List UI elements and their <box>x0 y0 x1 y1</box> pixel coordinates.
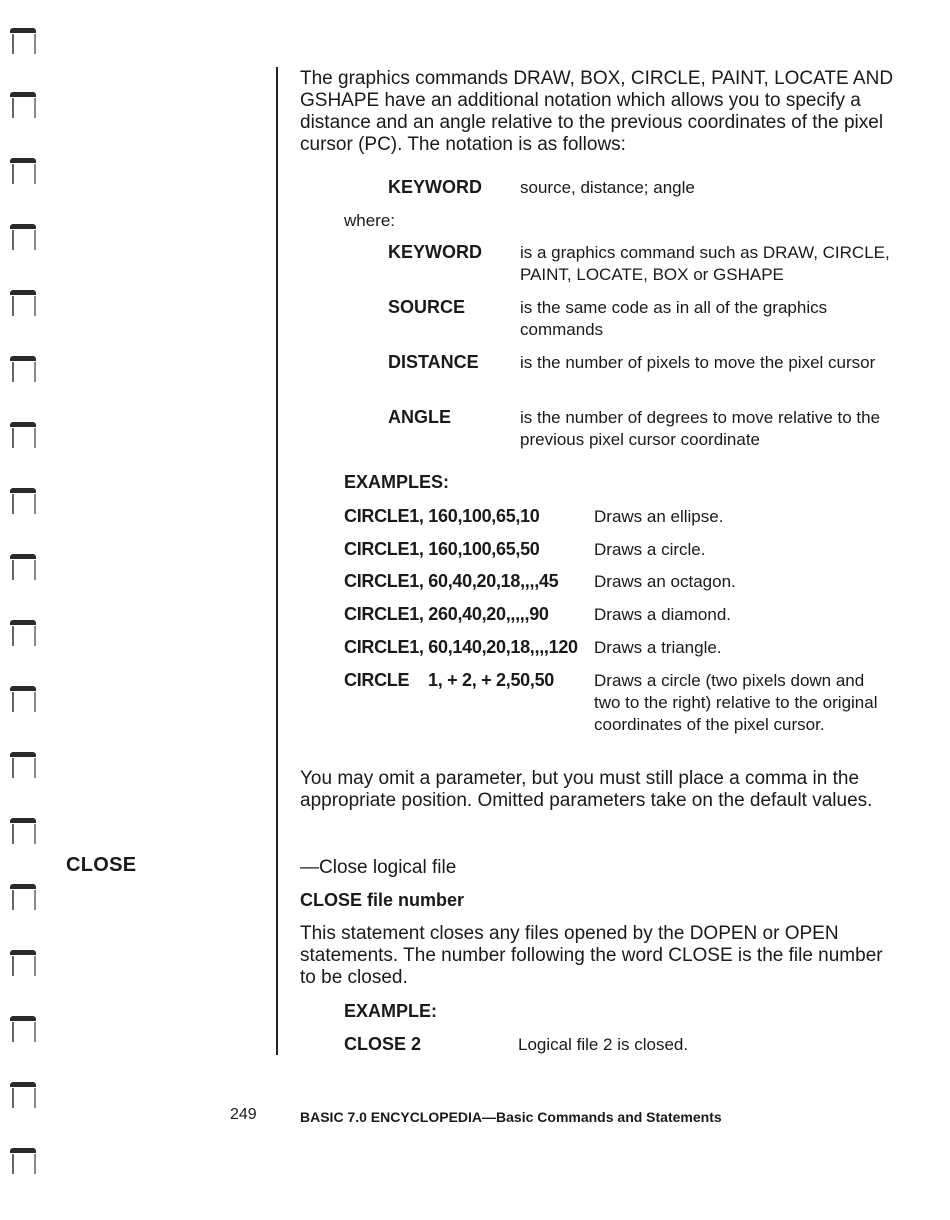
binder-ring <box>10 884 38 914</box>
close-subtitle: —Close logical file <box>300 857 457 878</box>
binder-ring <box>10 92 38 122</box>
close-syntax: CLOSE file number <box>300 890 465 910</box>
binder-ring <box>10 1148 38 1178</box>
syntax-keyword: KEYWORD <box>388 177 482 197</box>
binder-ring <box>10 620 38 650</box>
binder-ring <box>10 28 38 58</box>
binder-ring <box>10 818 38 848</box>
page-number: 249 <box>230 1106 257 1123</box>
definition-desc: is a graphics command such as DRAW, CIRCLE, PAINT, LOCATE, BOX or GSHAPE <box>520 243 890 284</box>
example-desc: Draws a circle. <box>594 540 706 559</box>
binder-ring <box>10 356 38 386</box>
footer-title: BASIC 7.0 ENCYCLOPEDIA—Basic Commands and Statements <box>300 1109 722 1125</box>
definition-desc: is the same code as in all of the graphics commands <box>520 298 828 339</box>
definition-term: ANGLE <box>388 407 451 427</box>
definition-term: KEYWORD <box>388 242 482 262</box>
close-side-heading: CLOSE <box>66 854 137 876</box>
binder-ring <box>10 1082 38 1112</box>
binder-ring <box>10 950 38 980</box>
binder-rings <box>6 28 46 1178</box>
definition-term: SOURCE <box>388 297 466 317</box>
close-example-code: CLOSE 2 <box>344 1034 422 1054</box>
omit-note: You may omit a parameter, but you must still place a comma in the appropriate position. Omitted parameters take on the default values. <box>300 768 873 811</box>
syntax-args: source, distance; angle <box>520 178 695 197</box>
where-label: where: <box>344 211 396 230</box>
definition-term: DISTANCE <box>388 352 479 372</box>
example-desc: Draws an octagon. <box>594 572 736 591</box>
example-desc: Draws an ellipse. <box>594 507 724 526</box>
definition-desc: is the number of degrees to move relative to the previous pixel cursor coordinate <box>520 408 881 449</box>
binder-ring <box>10 488 38 518</box>
example-code: CIRCLE1, 260,40,20,,,,,90 <box>344 604 549 624</box>
binder-ring <box>10 224 38 254</box>
example-code: CIRCLE1, 60,40,20,18,,,,45 <box>344 571 559 591</box>
example-code: CIRCLE1, 160,100,65,50 <box>344 539 540 559</box>
definition-desc: is the number of pixels to move the pixel cursor <box>520 353 876 372</box>
binder-ring <box>10 1016 38 1046</box>
binder-ring <box>10 686 38 716</box>
margin-rule <box>276 67 278 1055</box>
binder-ring <box>10 290 38 320</box>
example-code: CIRCLE 1, + 2, + 2,50,50 <box>344 670 555 690</box>
example-code: CIRCLE1, 60,140,20,18,,,,120 <box>344 637 578 657</box>
binder-ring <box>10 752 38 782</box>
intro-paragraph: The graphics commands DRAW, BOX, CIRCLE, PAINT, LOCATE AND GSHAPE have an additional notation which allows you to specify a distance and an angle relative to the previous coordinates of the pixel cursor (PC). The notation is as follows: <box>300 68 894 155</box>
example-code: CIRCLE1, 160,100,65,10 <box>344 506 540 526</box>
examples-heading: EXAMPLES: <box>344 472 450 492</box>
example-desc: Draws a diamond. <box>594 605 732 624</box>
binder-ring <box>10 422 38 452</box>
example-desc: Draws a circle (two pixels down and two to the right) relative to the original coordinates of the pixel cursor. <box>594 671 878 734</box>
example-desc: Draws a triangle. <box>594 638 722 657</box>
close-example-heading: EXAMPLE: <box>344 1001 438 1021</box>
binder-ring <box>10 158 38 188</box>
close-example-desc: Logical file 2 is closed. <box>518 1035 689 1054</box>
binder-ring <box>10 554 38 584</box>
close-description: This statement closes any files opened by the DOPEN or OPEN statements. The number following the word CLOSE is the file number to be closed. <box>300 923 883 988</box>
